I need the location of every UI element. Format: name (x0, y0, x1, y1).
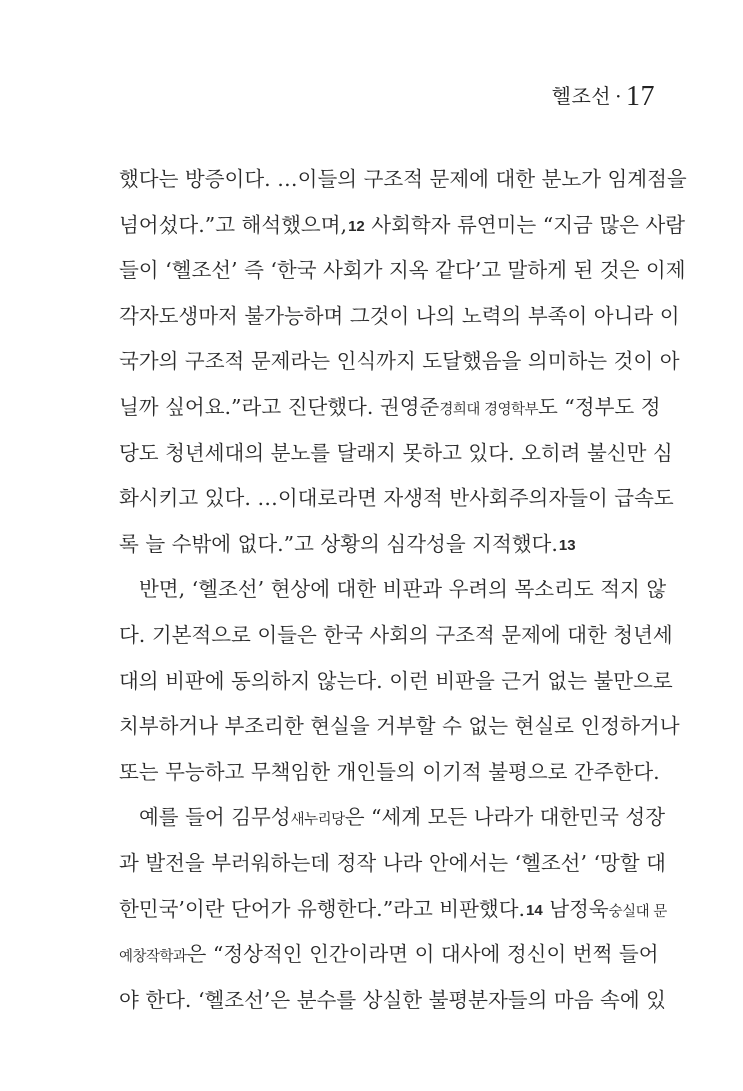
text-line (119, 795, 665, 841)
text-line (119, 659, 673, 705)
text-line (119, 294, 680, 340)
footnote-marker: 13 (558, 536, 576, 554)
paragraph (119, 795, 667, 1023)
text-segment: 다. 기본적으로 이들은 한국 사회의 구조적 문제에 대한 청년세 (119, 622, 673, 647)
body-text (119, 157, 687, 1023)
text-segment: 사회학자 류연미는 “지금 많은 사람 (364, 212, 686, 237)
text-line (119, 704, 680, 750)
text-line (119, 431, 673, 477)
text-line (119, 203, 686, 249)
text-segment: 예를 들어 김무성 (139, 805, 291, 830)
running-header-separator: · (615, 84, 622, 108)
footnote-marker: 12 (348, 217, 365, 235)
text-segment: 넘어섰다.”고 해석했으며, (119, 212, 348, 237)
text-segment: 치부하거나 부조리한 현실을 거부할 수 없는 현실로 인정하거나 (119, 714, 680, 739)
text-line (119, 248, 686, 294)
text-segment: 야 한다. ‘헬조선’은 분수를 상실한 불평분자들의 마음 속에 있 (119, 987, 666, 1012)
affiliation-note: 예창작학과 (119, 949, 187, 966)
text-line (119, 613, 673, 659)
affiliation-note: 경희대 경영학부 (439, 401, 538, 418)
text-segment: 또는 무능하고 무책임한 개인들의 이기적 불평으로 간주한다. (119, 759, 660, 784)
text-line (119, 385, 661, 431)
text-segment: 남정욱 (542, 896, 609, 921)
text-segment: 했다는 방증이다. …이들의 구조적 문제에 대한 분노가 임계점을 (119, 167, 687, 191)
text-segment: 화시키고 있다. …이대로라면 자생적 반사회주의자들이 급속도 (119, 486, 674, 511)
footnote-marker: 14 (526, 901, 543, 919)
text-segment: 각자도생마저 불가능하며 그것이 나의 노력의 부족이 아니라 이 (119, 303, 680, 328)
text-segment: 한민국’이란 단어가 유행한다.”라고 비판했다. (119, 896, 526, 921)
text-segment: 국가의 구조적 문제라는 인식까지 도달했음을 의미하는 것이 아 (119, 349, 680, 374)
paragraph (119, 567, 680, 795)
text-line (119, 157, 687, 203)
text-line (119, 932, 657, 978)
text-segment: 록 늘 수밖에 없다.”고 상황의 심각성을 지적했다. (119, 531, 558, 556)
text-line (119, 887, 667, 933)
page-number: 17 (626, 81, 655, 112)
running-header (552, 80, 655, 113)
text-line (119, 339, 680, 385)
text-segment: 은 “정상적인 인간이라면 이 대사에 정신이 번쩍 들어 (186, 942, 659, 967)
text-segment: 반면, ‘헬조선’ 현상에 대한 비판과 우려의 목소리도 적지 않 (139, 577, 667, 602)
affiliation-note: 숭실대 문 (608, 903, 667, 920)
text-segment: 과 발전을 부러워하는데 정작 나라 안에서는 ‘헬조선’ ‘망할 대 (119, 850, 666, 875)
text-segment: 대의 비판에 동의하지 않는다. 이런 비판을 근거 없는 불만으로 (119, 668, 673, 693)
running-header-title: 헬조선 (551, 84, 612, 108)
text-segment: 들이 ‘헬조선’ 즉 ‘한국 사회가 지옥 같다’고 말하게 된 것은 이제 (119, 258, 686, 283)
text-line (119, 567, 667, 613)
text-segment: 닐까 싶어요.”라고 진단했다. 권영준 (119, 394, 440, 419)
text-segment: 당도 청년세대의 분노를 달래지 못하고 있다. 오히려 불신만 심 (119, 440, 673, 465)
paragraph (119, 157, 687, 567)
text-line (119, 522, 657, 568)
text-line (119, 978, 666, 1024)
affiliation-note: 새누리당 (290, 812, 345, 829)
text-segment: 은 “세계 모든 나라가 대한민국 성장 (344, 805, 665, 830)
text-line (119, 476, 674, 522)
text-segment: 도 “정부도 정 (537, 394, 661, 419)
text-line (119, 841, 666, 887)
text-line (119, 750, 660, 796)
